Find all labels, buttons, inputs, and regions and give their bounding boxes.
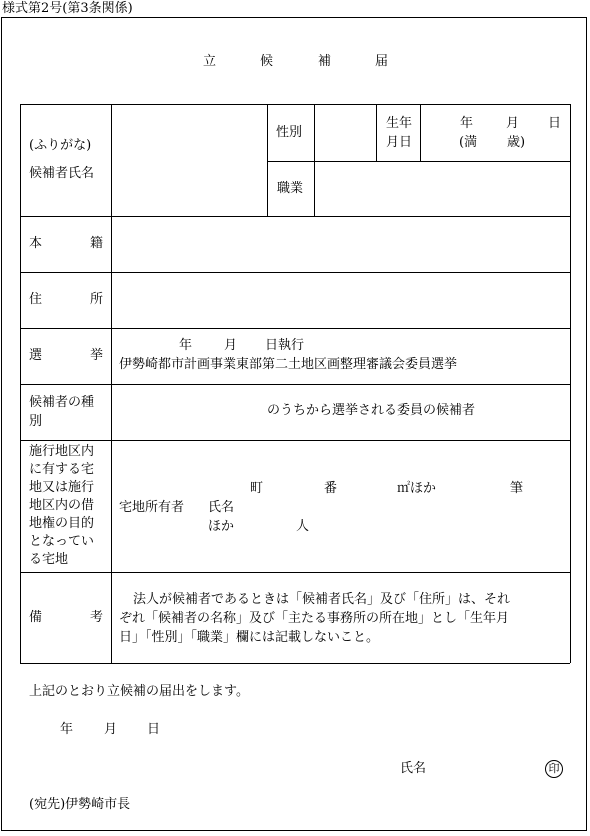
land-hoka: ほか — [208, 519, 235, 534]
statement: 上記のとおり立候補の届出をします。 — [29, 684, 249, 699]
election-day: 日執行 — [265, 338, 305, 353]
land-label-6: となってい — [29, 534, 95, 549]
birth-label-1: 生年 — [386, 116, 413, 131]
title-char-2: 候 — [260, 54, 274, 69]
birth-year-label: 年 — [460, 116, 474, 131]
land-town: 町 — [250, 481, 264, 496]
land-label-3: 地又は施行 — [29, 480, 95, 495]
title-char-1: 立 — [203, 54, 217, 69]
age-open-label: (満 — [459, 135, 478, 150]
land-label-1: 施行地区内 — [29, 444, 95, 459]
kind-text: のうちから選挙される委員の候補者 — [267, 403, 476, 418]
remarks-label: 備 考 — [29, 610, 103, 625]
age-close-label: 歳) — [507, 135, 526, 150]
remarks-line-1: 法人が候補者であるときは「候補者氏名」及び「住所」は、それ — [133, 592, 511, 607]
land-label-4: 地区内の借 — [29, 498, 95, 513]
land-label-5: 地権の目的 — [29, 516, 95, 531]
sex-label: 性別 — [276, 125, 303, 140]
address-label: 住 所 — [29, 292, 103, 307]
birth-day-label: 日 — [548, 116, 562, 131]
kind-label-2: 別 — [29, 414, 43, 429]
seal-mark: 印 — [545, 760, 563, 778]
land-nin: 人 — [296, 519, 310, 534]
form-number: 様式第2号(第3条関係) — [2, 1, 133, 16]
birth-label-2: 月日 — [386, 135, 413, 150]
footer-month: 月 — [104, 722, 118, 737]
footer-day: 日 — [147, 722, 161, 737]
title-char-3: 補 — [318, 54, 332, 69]
land-area: ㎡ほか — [397, 481, 437, 496]
land-label-2: に有する宅 — [29, 462, 95, 477]
remarks-line-2: ぞれ「候補者の名称」及び「主たる事務所の所在地」とし「生年月 — [119, 611, 510, 626]
land-label-7: る宅地 — [29, 552, 69, 567]
election-year: 年 — [179, 338, 193, 353]
remarks-line-3: 日」「性別」「職業」欄には記載しないこと。 — [119, 630, 380, 645]
land-hitsu: 筆 — [510, 481, 524, 496]
addressee: (宛先)伊勢崎市長 — [29, 797, 131, 812]
honseki-label: 本 籍 — [29, 236, 103, 251]
election-label: 選 挙 — [29, 348, 103, 363]
furigana-label: (ふりがな) — [29, 138, 92, 153]
footer-year: 年 — [60, 722, 74, 737]
land-ban: 番 — [324, 481, 338, 496]
birth-month-label: 月 — [506, 116, 520, 131]
land-owner: 宅地所有者 — [119, 500, 185, 515]
land-owner-name: 氏名 — [208, 500, 235, 515]
candidate-name-label: 候補者氏名 — [29, 166, 95, 181]
election-name: 伊勢崎都市計画事業東部第二土地区画整理審議会委員選挙 — [119, 357, 458, 372]
title-char-4: 届 — [375, 54, 389, 69]
election-month: 月 — [224, 338, 238, 353]
signature-label: 氏名 — [400, 761, 427, 776]
kind-label-1: 候補者の種 — [29, 395, 95, 410]
occupation-label: 職業 — [277, 181, 304, 196]
